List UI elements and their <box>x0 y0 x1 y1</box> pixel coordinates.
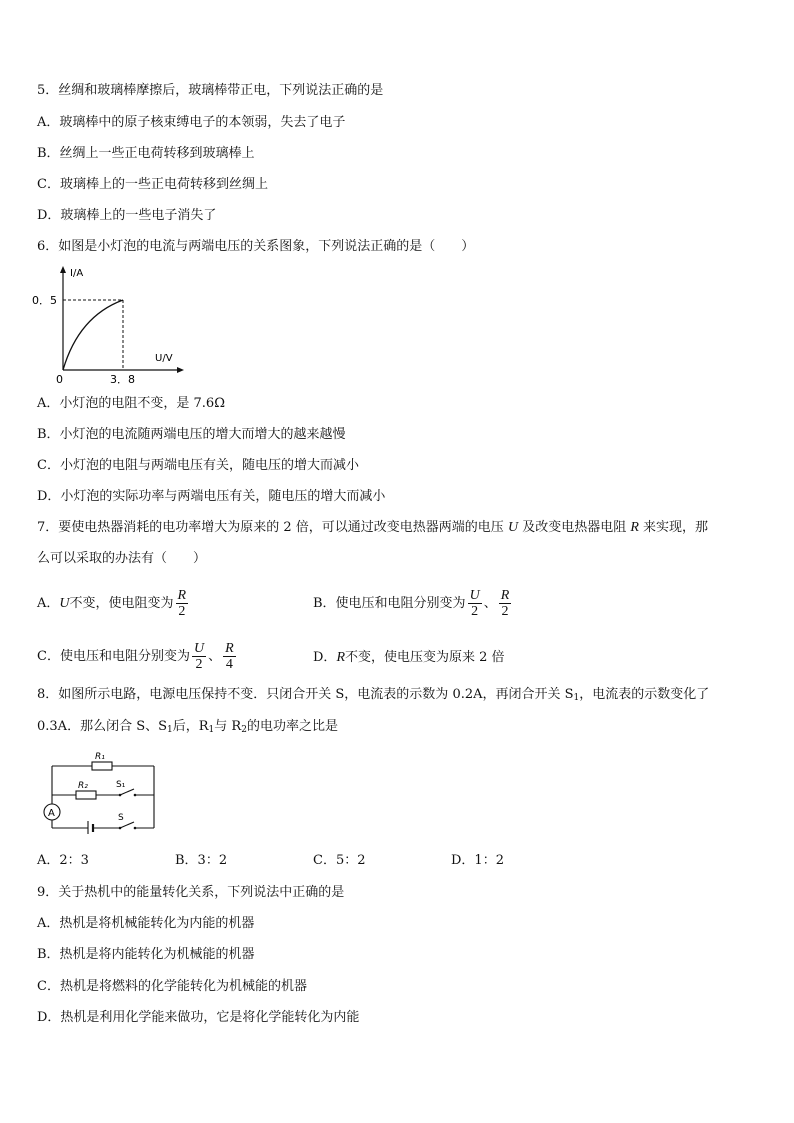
q8-sub: 1 <box>573 693 580 703</box>
q8-stem2-part4: 的电功率之比是 <box>246 719 338 734</box>
q7-b-fraction-r <box>499 588 512 619</box>
q7-stem-part2: 及改变电热器电阻 <box>518 520 631 535</box>
q9-option-c: C．热机是将燃料的化学能转化为机械能的机器 <box>37 979 307 994</box>
q5-option-a: A．玻璃棒中的原子核束缚电子的本领弱，失去了电子 <box>37 115 346 130</box>
graph-x-label: U/V <box>155 353 173 364</box>
q7-d-text: 不变，使电压变为原来 2 倍 <box>345 650 505 665</box>
frac-num: U <box>469 588 480 603</box>
q7-option-c <box>37 641 238 672</box>
q8-stem-part1: 8．如图所示电路，电源电压保持不变．只闭合开关 S，电流表的示数为 0.2A，再闭合开关 S <box>37 687 574 702</box>
q6-option-d: D．小灯泡的实际功率与两端电压有关，随电压的增大而减小 <box>37 489 386 504</box>
ammeter-label: A <box>48 808 55 819</box>
q7-option-d <box>313 650 505 666</box>
r2-label: R₂ <box>78 781 88 791</box>
s1-label: S₁ <box>116 780 126 790</box>
q6-stem: 6．如图是小灯泡的电流与两端电压的关系图象，下列说法正确的是（ ） <box>37 239 475 254</box>
q7-a-prefix: A． <box>37 596 60 611</box>
s-label: S <box>118 813 124 823</box>
q8-sub: 1 <box>208 725 215 735</box>
q8-option-a: A．2：3 <box>37 853 89 868</box>
q7-a-var-u: U <box>59 596 70 611</box>
q7-stem-part3: 来实现，那 <box>638 520 709 535</box>
graph-x-tick: 3．8 <box>110 373 135 386</box>
q7-b-text: B．使电压和电阻分别变为 <box>313 596 466 611</box>
q8-stem-line1 <box>37 687 709 706</box>
frac-den: 2 <box>178 604 186 619</box>
frac-num: R <box>500 588 510 603</box>
graph-y-arrow <box>60 266 66 273</box>
q8-stem2-part1: 0.3A．那么闭合 S、S <box>37 719 168 734</box>
q7-b-sep: 、 <box>483 596 497 611</box>
resistor-r1 <box>92 762 112 770</box>
frac-den: 2 <box>195 657 203 672</box>
q7-stem-part1: 7．要使电热器消耗的电功率增大为原来的 2 倍，可以通过改变电热器两端的电压 <box>37 520 508 535</box>
q7-a-text: 不变，使电阻变为 <box>69 596 174 611</box>
q7-c-fraction-r <box>223 641 236 672</box>
q8-sub: 1 <box>167 725 173 735</box>
q5-stem: 5．丝绸和玻璃棒摩擦后，玻璃棒带正电，下列说法正确的是 <box>37 83 384 98</box>
q9-option-b: B．热机是将内能转化为机械能的机器 <box>37 947 255 962</box>
r1-label: R₁ <box>95 752 105 762</box>
q7-var-r: R <box>630 520 639 535</box>
graph-x-arrow <box>177 367 184 373</box>
graph-origin: 0 <box>56 373 63 386</box>
q9-option-a: A．热机是将机械能转化为内能的机器 <box>37 916 255 931</box>
frac-den: 2 <box>501 604 509 619</box>
q9-stem: 9．关于热机中的能量转化关系，下列说法中正确的是 <box>37 885 345 900</box>
q9-option-d: D．热机是利用化学能来做功，它是将化学能转化为内能 <box>37 1010 360 1025</box>
q6-option-a: A．小灯泡的电阻不变，是 7.6Ω <box>37 396 225 411</box>
q5-option-b: B．丝绸上一些正电荷转移到玻璃棒上 <box>37 146 255 161</box>
frac-num: R <box>177 588 187 603</box>
q8-stem2-part3: 与 R <box>214 719 242 734</box>
q7-d-prefix: D． <box>313 650 337 665</box>
q7-stem-line2: 么可以采取的办法有（ ） <box>37 551 207 566</box>
q7-option-a <box>37 588 190 619</box>
graph-y-label: I/A <box>70 268 84 279</box>
q7-c-fraction-u <box>192 641 206 672</box>
graph-iu-curve <box>63 300 123 370</box>
q8-option-b: B．3：2 <box>175 853 228 868</box>
q8-sub: 2 <box>241 725 247 735</box>
frac-num: R <box>225 641 234 656</box>
graph-y-tick: 0．5 <box>32 294 57 307</box>
q8-option-d: D．1：2 <box>451 853 504 868</box>
q7-option-b <box>313 588 513 619</box>
q7-a-fraction <box>176 588 189 619</box>
frac-den: 4 <box>225 657 233 672</box>
q8-stem2-part2: 后，R <box>172 719 209 734</box>
q6-option-b: B．小灯泡的电流随两端电压的增大而增大的越来越慢 <box>37 427 346 442</box>
q5-option-d: D．玻璃棒上的一些电子消失了 <box>37 208 217 223</box>
q8-stem-line2 <box>37 719 338 738</box>
q8-stem-part2: ，电流表的示数变化了 <box>579 687 710 702</box>
q7-b-fraction-u <box>468 588 482 619</box>
frac-num: U <box>193 641 205 656</box>
q7-stem-line1 <box>37 520 708 536</box>
q8-circuit-diagram <box>38 750 162 834</box>
frac-den: 2 <box>471 604 479 619</box>
q7-c-text: C．使电压和电阻分别变为 <box>37 649 190 664</box>
q8-option-c: C．5：2 <box>313 853 366 868</box>
q5-option-c: C．玻璃棒上的一些正电荷转移到丝绸上 <box>37 177 268 192</box>
q6-iu-graph <box>30 262 190 390</box>
q6-option-c: C．小灯泡的电阻与两端电压有关，随电压的增大而减小 <box>37 458 359 473</box>
resistor-r2 <box>76 791 96 799</box>
q7-d-var-r: R <box>336 650 345 665</box>
q7-c-sep: 、 <box>208 649 222 664</box>
q7-var-u: U <box>507 520 519 535</box>
